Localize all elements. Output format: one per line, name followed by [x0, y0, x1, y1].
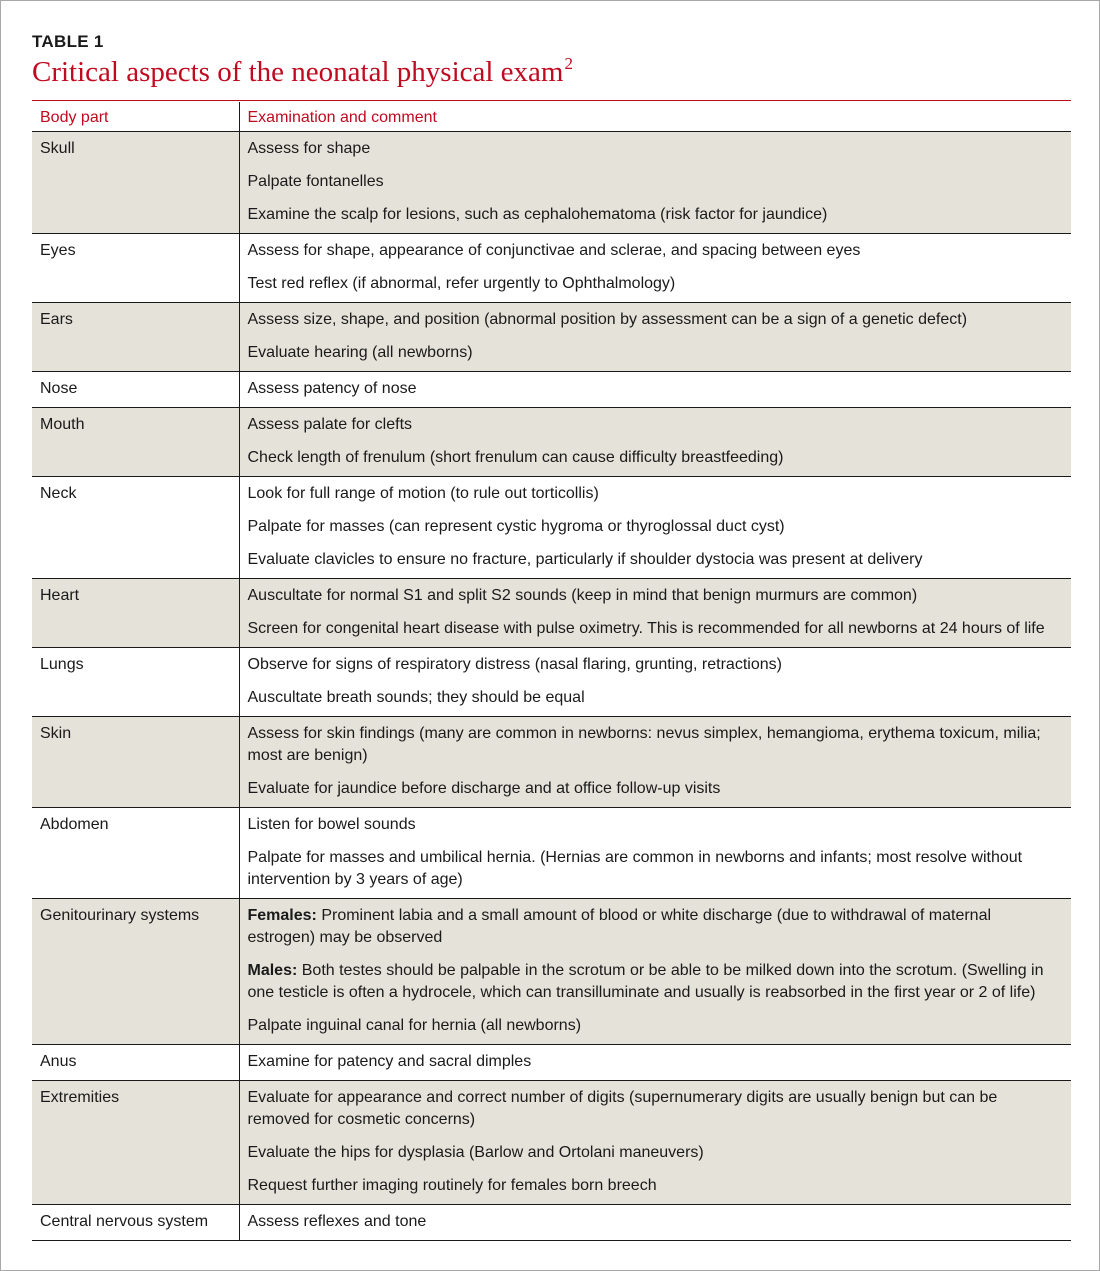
- exam-item-text: Evaluate clavicles to ensure no fracture, particularly if shoulder dystocia was present at delivery: [247, 551, 923, 568]
- table-row: [32, 1205, 1071, 1241]
- exam-item-text: Evaluate the hips for dysplasia (Barlow and Ortolani maneuvers): [247, 1144, 704, 1161]
- exam-item: [248, 414, 1064, 436]
- exam-item: [248, 240, 1064, 262]
- exam-cell: [239, 1205, 1071, 1241]
- table-row: [32, 808, 1071, 899]
- exam-item-text: Palpate for masses and umbilical hernia. (Hernias are common in newborns and infants; most resolve without intervention by 3 years of age): [247, 849, 1023, 888]
- exam-item-text: Assess palate for clefts: [247, 416, 413, 433]
- body-part-cell: Ears: [32, 303, 239, 372]
- exam-cell: [239, 477, 1071, 579]
- column-header-exam: Examination and comment: [239, 102, 1071, 132]
- exam-cell: [239, 648, 1071, 717]
- exam-item-text: Observe for signs of respiratory distress (nasal flaring, grunting, retractions): [247, 656, 782, 673]
- exam-item: [248, 687, 1064, 709]
- exam-item-text: Assess patency of nose: [247, 380, 417, 397]
- exam-cell: [239, 899, 1071, 1045]
- exam-item-text: Assess reflexes and tone: [247, 1213, 427, 1230]
- exam-item: [248, 549, 1064, 571]
- exam-cell: [239, 234, 1071, 303]
- table-row: [32, 717, 1071, 808]
- exam-item-text: Examine for patency and sacral dimples: [247, 1053, 532, 1070]
- table-row: [32, 1045, 1071, 1081]
- exam-item: [248, 171, 1064, 193]
- body-part-cell: Nose: [32, 372, 239, 408]
- table-body: [32, 132, 1071, 1241]
- exam-item: [248, 1051, 1064, 1073]
- exam-item-text: Test red reflex (if abnormal, refer urgently to Ophthalmology): [247, 275, 676, 292]
- exam-cell: [239, 1045, 1071, 1081]
- exam-table: [32, 102, 1071, 1241]
- table-row: [32, 303, 1071, 372]
- exam-item: [248, 1015, 1064, 1037]
- exam-item-text: Evaluate for jaundice before discharge and at office follow-up visits: [247, 780, 721, 797]
- exam-item-lead: Females:: [247, 907, 317, 924]
- exam-item-text: Auscultate breath sounds; they should be equal: [247, 689, 585, 706]
- exam-item-text: Check length of frenulum (short frenulum can cause difficulty breastfeeding): [247, 449, 784, 466]
- exam-item: [248, 1211, 1064, 1233]
- exam-item: [248, 1142, 1064, 1164]
- exam-cell: [239, 1081, 1071, 1205]
- body-part-cell: Neck: [32, 477, 239, 579]
- exam-cell: [239, 303, 1071, 372]
- body-part-cell: Central nervous system: [32, 1205, 239, 1241]
- body-part-cell: Abdomen: [32, 808, 239, 899]
- exam-item-text: Auscultate for normal S1 and split S2 sounds (keep in mind that benign murmurs are common): [247, 587, 918, 604]
- exam-item-text: Palpate fontanelles: [247, 173, 384, 190]
- exam-item-lead: Males:: [247, 962, 298, 979]
- exam-item: [248, 723, 1064, 767]
- exam-item: [248, 447, 1064, 469]
- exam-item-text: Both testes should be palpable in the scrotum or be able to be milked down into the scrotum. (Swelling in one testicle is often a hydrocele, which can transilluminate and usually is reabsorbed in the first year or 2 of life): [247, 962, 1044, 1001]
- exam-item: [248, 847, 1064, 891]
- exam-item-text: Request further imaging routinely for females born breech: [247, 1177, 657, 1194]
- body-part-cell: Genitourinary systems: [32, 899, 239, 1045]
- body-part-cell: Heart: [32, 579, 239, 648]
- exam-cell: [239, 132, 1071, 234]
- exam-item-text: Screen for congenital heart disease with pulse oximetry. This is recommended for all newborns at 24 hours of life: [247, 620, 1045, 637]
- exam-item: [248, 516, 1064, 538]
- body-part-cell: Eyes: [32, 234, 239, 303]
- exam-item: [248, 138, 1064, 160]
- exam-item: [248, 1175, 1064, 1197]
- table-row: [32, 579, 1071, 648]
- body-part-cell: Skull: [32, 132, 239, 234]
- exam-item-text: Examine the scalp for lesions, such as cephalohematoma (risk factor for jaundice): [247, 206, 828, 223]
- exam-cell: [239, 579, 1071, 648]
- header-row: [32, 102, 1071, 132]
- table-row: [32, 1081, 1071, 1205]
- exam-item: [248, 273, 1064, 295]
- title-rule: [32, 100, 1071, 101]
- column-header-body-part: Body part: [32, 102, 239, 132]
- exam-item: [248, 204, 1064, 226]
- exam-cell: [239, 408, 1071, 477]
- exam-item: [248, 378, 1064, 400]
- exam-item-text: Look for full range of motion (to rule out torticollis): [247, 485, 599, 502]
- table-row: [32, 132, 1071, 234]
- exam-item-text: Assess for shape: [247, 140, 371, 157]
- exam-item: [248, 960, 1064, 1004]
- table-row: [32, 899, 1071, 1045]
- body-part-cell: Skin: [32, 717, 239, 808]
- body-part-cell: Lungs: [32, 648, 239, 717]
- exam-item: [248, 585, 1064, 607]
- exam-item-text: Palpate inguinal canal for hernia (all newborns): [247, 1017, 582, 1034]
- exam-item-text: Assess size, shape, and position (abnormal position by assessment can be a sign of a genetic defect): [247, 311, 968, 328]
- table-row: [32, 648, 1071, 717]
- exam-item: [248, 654, 1064, 676]
- table-title-text: Critical aspects of the neonatal physical exam: [32, 56, 564, 88]
- exam-item-text: Prominent labia and a small amount of blood or white discharge (due to withdrawal of maternal estrogen) may be observed: [247, 907, 992, 946]
- exam-item: [248, 778, 1064, 800]
- table-label: TABLE 1: [32, 32, 104, 51]
- exam-cell: [239, 717, 1071, 808]
- exam-item: [248, 483, 1064, 505]
- exam-item-text: Listen for bowel sounds: [247, 816, 416, 833]
- exam-cell: [239, 808, 1071, 899]
- table-row: [32, 372, 1071, 408]
- body-part-cell: Mouth: [32, 408, 239, 477]
- body-part-cell: Anus: [32, 1045, 239, 1081]
- exam-item: [248, 309, 1064, 331]
- exam-item-text: Assess for skin findings (many are common in newborns: nevus simplex, hemangioma, erythema toxicum, milia; most are benign): [247, 725, 1041, 764]
- table-title: [32, 56, 573, 89]
- table-row: [32, 234, 1071, 303]
- table-row: [32, 477, 1071, 579]
- exam-item: [248, 618, 1064, 640]
- exam-item: [248, 814, 1064, 836]
- exam-item: [248, 1087, 1064, 1131]
- title-reference: 2: [564, 54, 573, 73]
- exam-item: [248, 905, 1064, 949]
- body-part-cell: Extremities: [32, 1081, 239, 1205]
- exam-item-text: Palpate for masses (can represent cystic hygroma or thyroglossal duct cyst): [247, 518, 785, 535]
- exam-cell: [239, 372, 1071, 408]
- exam-item: [248, 342, 1064, 364]
- table-row: [32, 408, 1071, 477]
- exam-item-text: Assess for shape, appearance of conjunctivae and sclerae, and spacing between eyes: [247, 242, 861, 259]
- exam-item-text: Evaluate for appearance and correct number of digits (supernumerary digits are usually benign but can be removed for cosmetic concerns): [247, 1089, 998, 1128]
- exam-item-text: Evaluate hearing (all newborns): [247, 344, 473, 361]
